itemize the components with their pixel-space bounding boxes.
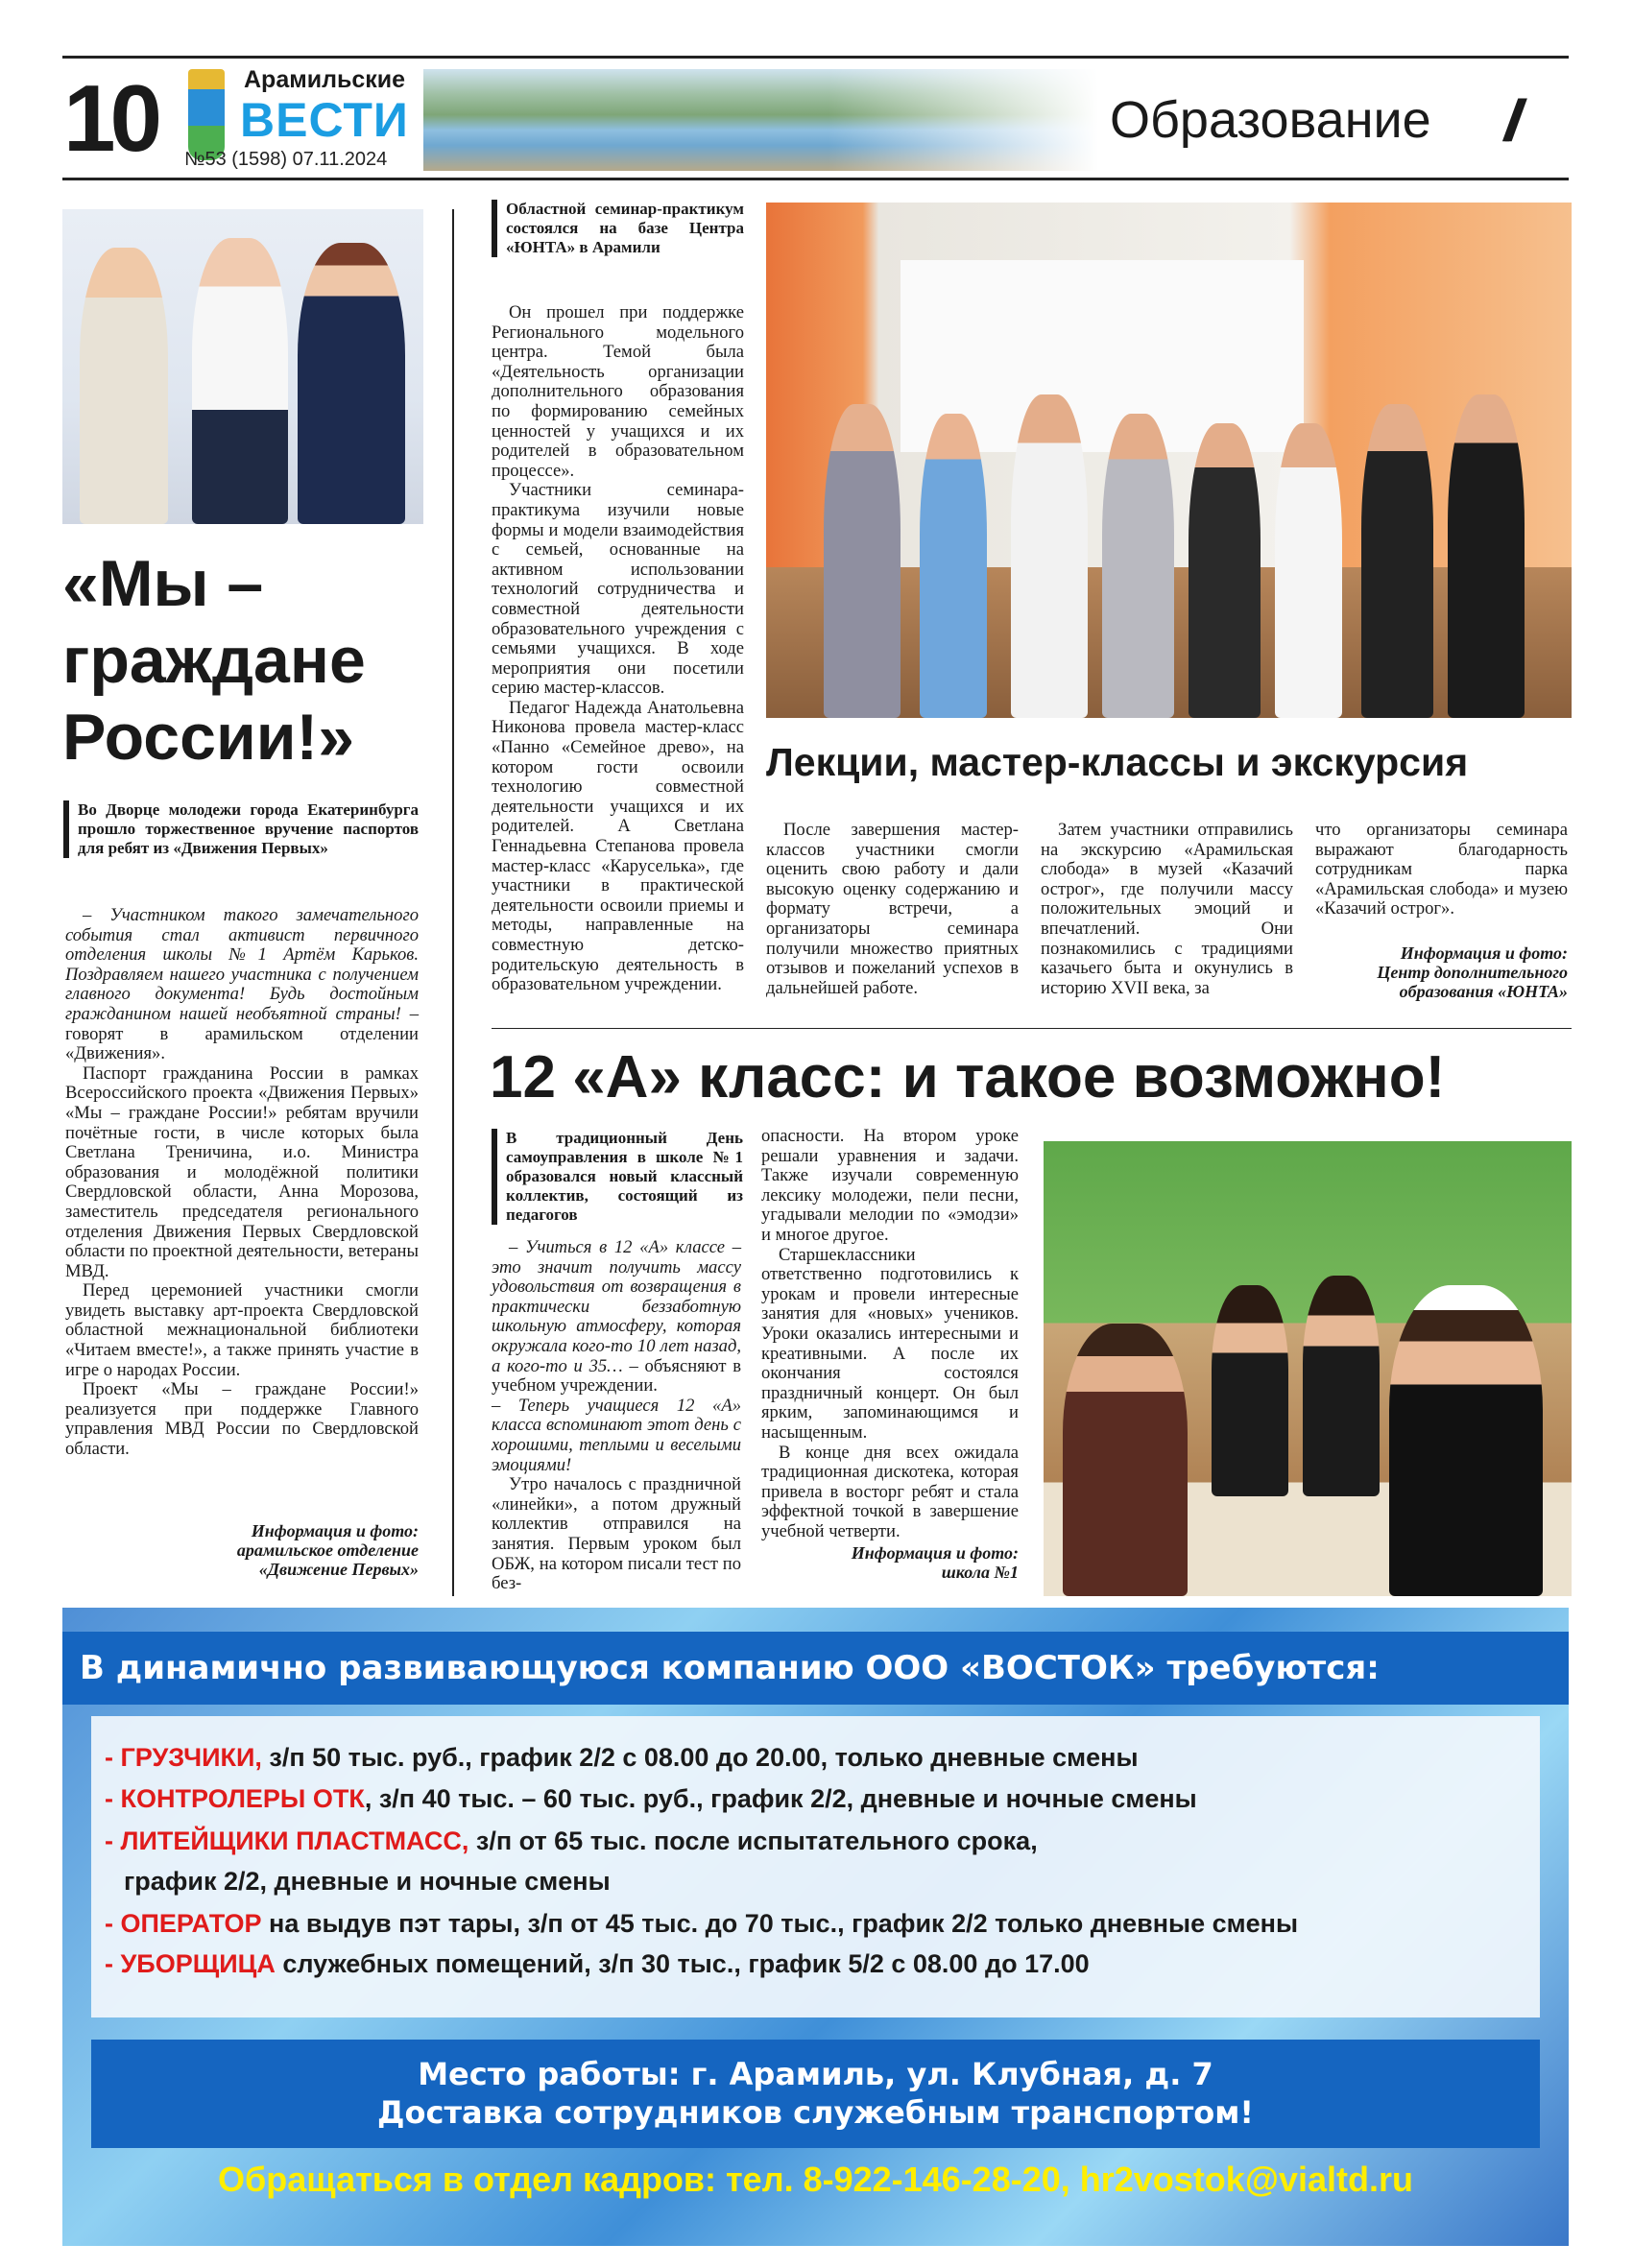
section-slash-mark: // xyxy=(1500,88,1517,153)
article3-headline: 12 «А» класс: и такое возможно! xyxy=(490,1044,1446,1110)
page-number: 10 xyxy=(63,65,157,171)
ad-location: Место работы: г. Арамиль, ул. Клубная, д. 7 Доставка сотрудников служебным транспортом! xyxy=(91,2040,1540,2148)
vacancy-item: - ЛИТЕЙЩИКИ ПЛАСТМАСС, з/п от 65 тыс. после испытательного срока, xyxy=(105,1826,1038,1855)
article1-body: – Участником такого замечательного события стал активист первичного отделения школы №1 Артём Карьков. Поздравляем нашего участника с получением главного документа! Будь достойным гражданином нашей необъятной страны! – говорят в арамильском отделении «Движения». Паспорт гражданина России в рамках Всероссийского проекта «Движения Первых» «Мы – граждане России!» ребятам вручили почётные гости, в числе которых была Светлана Треничина, и.о. Министра образования и молодёжной политики Свердловской области, Анна Морозова, заместитель председателя регионального отделения Движения Первых Свердловской области по проектной деятельности, ветераны МВД. Перед церемонией участники смогли увидеть выставку арт-проекта Свердловской областной межнациональной библиотеки «Читаем вместе!», а также принять участие в игре о народах России. Проект «Мы – граждане России!» реализуется при поддержке Главного управления МВД России по Свердловской области. xyxy=(65,905,419,1460)
article-divider xyxy=(492,1028,1572,1029)
header-bottom-rule xyxy=(62,178,1569,180)
teachers-class-photo xyxy=(1044,1141,1572,1596)
article2-column-2: Затем участники отправились на экскурсию «Арамильская слобода» в музей «Казачий острог», где получили массу положительных эмоций и впечатлений. Они познакомились с традициями казачьего быта и окунулись в историю XVII века, за xyxy=(1041,820,1293,998)
article2-headline: Лекции, мастер-классы и экскурсия xyxy=(766,740,1469,784)
issue-info: №53 (1598) 07.11.2024 xyxy=(184,149,388,170)
vacancy-item: - КОНТРОЛЕРЫ ОТК, з/п 40 тыс. – 60 тыс. руб., график 2/2, дневные и ночные смены xyxy=(105,1784,1197,1813)
job-advertisement xyxy=(62,1608,1569,2246)
article1-credit: Информация и фото: арамильское отделение «Движение Первых» xyxy=(236,1521,419,1579)
article2-credit: Информация и фото: Центр дополнительного образования «ЮНТА» xyxy=(1377,943,1568,1001)
article2-body: Он прошел при поддержке Регионального модельного центра. Темой была «Деятельность организации дополнительного образования по формированию семейных ценностей у учащихся и их родителей в образовательном процессе». Участники семинара-практикума изучили новые формы и модели взаимодействия с семьей, основанные на активном использовании технологий сотрудничества и совместной деятельности образовательного учреждения с семьями учащихся. В ходе мероприятия они посетили серию мастер-классов. Педагог Надежда Анатольевна Никонова провела мастер-класс «Панно «Семейное древо», на котором гости освоили технологию совместной деятельности учащихся и их родителей. А Светлана Геннадьевна Степанова провела мастер-класс «Каруселька», где участники в практической деятельности освоили приемы и методы, направленные на совместную детско-родительскую деятельность в образовательном учреждении. xyxy=(492,302,744,995)
article3-column-2: опасности. На втором уроке решали уравнения и задачи. Также изучали современную лексику молодежи, пели песни, угадывали мелодии по «эмодзи» и многое другое. Старшеклассники ответственно подготовились к урокам и провели интересные занятия для «новых» учеников. Уроки оказались интересными и креативными. А после их окончания состоялся праздничный концерт. Он был ярким, запоминающимся и насыщенным. В конце дня всех ожидала традиционная дискотека, которая привела в восторг ребят и стала эффектной точкой в завершение учебной четверти. xyxy=(761,1126,1019,1541)
header-landscape-photo xyxy=(423,69,1098,171)
vacancy-item: - ГРУЗЧИКИ, з/п 50 тыс. руб., график 2/2 с 08.00 до 20.00, только дневные смены xyxy=(105,1743,1139,1772)
logo-top-text: Арамильские xyxy=(244,66,406,93)
logo-main-text: ВЕСТИ xyxy=(240,93,409,147)
article1-lede: Во Дворце молодежи города Екатеринбурга прошло торжественное вручение паспортов для ребят из «Движения Первых» xyxy=(63,800,419,858)
section-title: Образование xyxy=(1110,91,1431,149)
article2-lede: Областной семинар-практикум состоялся на базе Центра «ЮНТА» в Арамили xyxy=(492,200,744,257)
article3-column-1: – Учиться в 12 «А» классе – это значит получить массу удовольствия от возвращения в практически беззаботную школьную атмосферу, которая окружала кого-то 10 лет назад, а кого-то и 35… – объясняют в учебном учреждении. – Теперь учащиеся 12 «А» класса вспоминают этот день с хорошими, теплыми и веселыми эмоциями! Утро началось с праздничной «линейки», а потом дружный коллектив отправился на занятия. Первым уроком был ОБЖ, на котором писали тест по без- xyxy=(492,1237,741,1594)
ad-contact[interactable]: Обращаться в отдел кадров: тел. 8-922-146-28-20, hr2vostok@vialtd.ru xyxy=(218,2160,1413,2199)
column-divider xyxy=(452,209,454,1596)
ad-title: В динамично развивающуюся компанию ООО «ВОСТОК» требуются: xyxy=(62,1632,1569,1705)
article1-headline: «Мы – граждане России!» xyxy=(62,547,366,774)
vacancy-item: - УБОРЩИЦА служебных помещений, з/п 30 тыс., график 5/2 с 08.00 до 17.00 xyxy=(105,1949,1090,1978)
top-rule xyxy=(62,56,1569,59)
article3-lede: В традиционный День самоуправления в школе №1 образовался новый классный коллектив, состоящий из педагогов xyxy=(492,1129,743,1225)
coat-of-arms-logo xyxy=(188,69,225,160)
ad-vacancies-list xyxy=(91,1716,1540,2017)
article2-column-1: После завершения мастер-классов участники смогли оценить свою работу и дали высокую оценку содержанию и формату встречи, а организаторы семинара получили множество приятных отзывов и пожеланий успехов в дальнейшей работе. xyxy=(766,820,1019,998)
passport-ceremony-photo xyxy=(62,209,423,524)
vacancy-item-continuation: график 2/2, дневные и ночные смены xyxy=(124,1867,611,1896)
article3-credit: Информация и фото: школа №1 xyxy=(851,1543,1019,1582)
article2-column-3: что организаторы семинара выражают благодарность сотрудникам парка «Арамильская слобода» и музею «Казачий острог». xyxy=(1315,820,1568,919)
seminar-group-photo xyxy=(766,203,1572,718)
vacancy-item: - ОПЕРАТОР на выдув пэт тары, з/п от 45 тыс. до 70 тыс., график 2/2 только дневные смены xyxy=(105,1909,1299,1938)
